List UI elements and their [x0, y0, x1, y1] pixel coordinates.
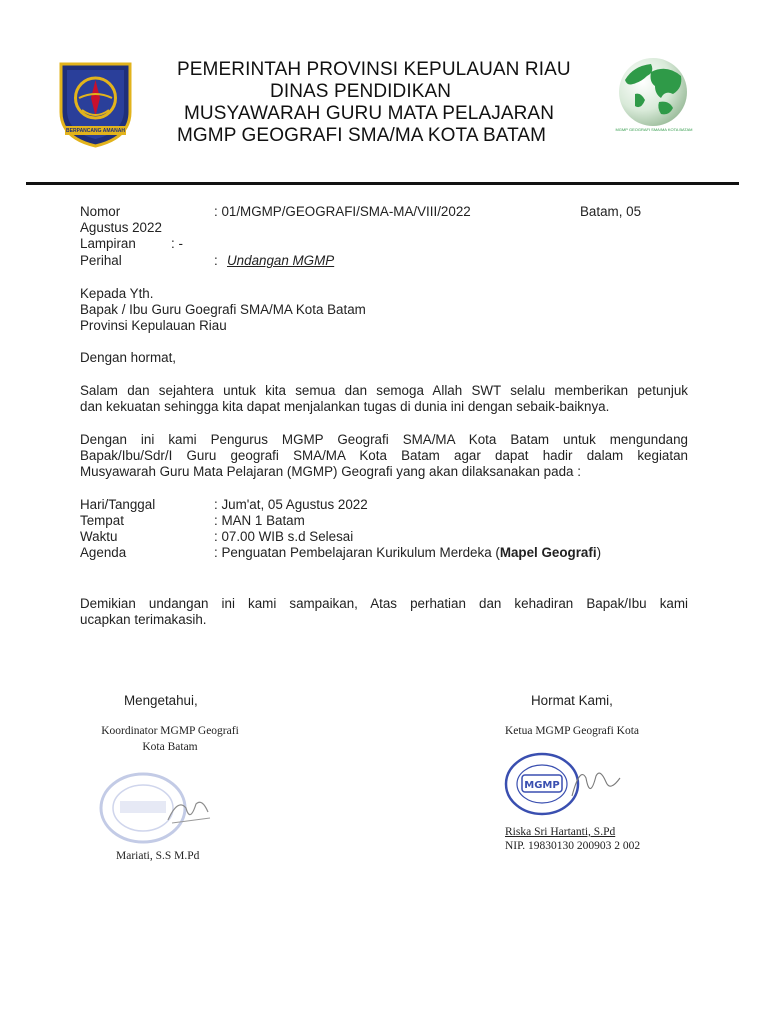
- paragraph-2-line-2: Bapak/Ibu/Sdr/I Guru geografi SMA/MA Kota Batam agar dapat hadir dalam kegiatan: [80, 448, 688, 463]
- left-sign-name: Mariati, S.S M.Pd: [116, 850, 200, 862]
- right-sign-role: Ketua MGMP Geografi Kota: [505, 725, 640, 737]
- nomor-label: Nomor: [80, 204, 121, 219]
- svg-text:MGMP: MGMP: [524, 780, 560, 791]
- recipient-line-2: Bapak / Ibu Guru Goegrafi SMA/MA Kota Batam: [80, 302, 366, 317]
- kop-divider-thick: [26, 182, 739, 185]
- kop-line-4: MGMP GEOGRAFI SMA/MA KOTA BATAM: [177, 125, 547, 146]
- agenda-close: ): [596, 545, 602, 560]
- kop-line-3: MUSYAWARAH GURU MATA PELAJARAN: [184, 103, 555, 124]
- kop-line-1: PEMERINTAH PROVINSI KEPULAUAN RIAU: [177, 59, 571, 80]
- left-sign-role-2: Kota Batam: [142, 741, 198, 753]
- left-sign-role-1: Koordinator MGMP Geografi: [101, 725, 239, 737]
- left-stamp: [98, 768, 218, 848]
- provincial-emblem-icon: [57, 60, 134, 150]
- faded-stamp-icon: [98, 768, 218, 848]
- nomor-value: : 01/MGMP/GEOGRAFI/SMA-MA/VIII/2022: [214, 204, 471, 219]
- perihal-colon: :: [214, 253, 218, 268]
- greeting: Dengan hormat,: [80, 350, 177, 365]
- right-sign-name: Riska Sri Hartanti, S.Pd: [505, 826, 616, 838]
- perihal-value: Undangan MGMP: [227, 253, 335, 268]
- recipient-line-3: Provinsi Kepulauan Riau: [80, 318, 227, 333]
- detail-label: Waktu: [80, 529, 118, 544]
- closing-line-2: ucapkan terimakasih.: [80, 612, 207, 627]
- left-logo-motto: BERPANCANG AMANAH: [66, 128, 125, 134]
- lampiran-value: : -: [171, 236, 183, 251]
- paragraph-2-line-1: Dengan ini kami Pengurus MGMP Geografi SMA/MA Kota Batam untuk mengundang: [80, 432, 688, 447]
- recipient-line-1: Kepada Yth.: [80, 286, 154, 301]
- detail-value: : Jum'at, 05 Agustus 2022: [214, 497, 368, 512]
- detail-value-agenda: [214, 545, 601, 561]
- agenda-text: : Penguatan Pembelajaran Kurikulum Merdeka (: [214, 545, 500, 560]
- detail-value: : MAN 1 Batam: [214, 513, 305, 528]
- kop-line-2: DINAS PENDIDIKAN: [270, 81, 452, 102]
- right-sign-nip: NIP. 19830130 200903 2 002: [505, 840, 641, 852]
- place-date-part1: Batam, 05: [580, 204, 642, 219]
- lampiran-label: Lampiran: [80, 236, 136, 251]
- right-sign-heading: Hormat Kami,: [531, 693, 613, 708]
- left-sign-heading: Mengetahui,: [124, 693, 198, 708]
- perihal-label: Perihal: [80, 253, 122, 268]
- agenda-subject: Mapel Geografi: [499, 545, 597, 560]
- left-logo: [57, 60, 134, 150]
- mgmp-stamp-icon: [502, 748, 632, 820]
- paragraph-2-line-3: Musyawarah Guru Mata Pelajaran (MGMP) Geografi yang akan dilaksanakan pada :: [80, 464, 581, 479]
- right-stamp: [502, 748, 632, 820]
- right-logo-caption: MGMP GEOGRAFI SMA/MA KOTA BATAM: [615, 127, 693, 132]
- place-date-part2: Agustus 2022: [80, 220, 162, 235]
- paragraph-1-line-2: dan kekuatan sehingga kita dapat menjalankan tugas di dunia ini dengan sebaik-baiknya.: [80, 399, 610, 414]
- detail-label: Agenda: [80, 545, 127, 560]
- detail-value: : 07.00 WIB s.d Selesai: [214, 529, 354, 544]
- detail-label: Tempat: [80, 513, 124, 528]
- paragraph-1-line-1: Salam dan sejahtera untuk kita semua dan semoga Allah SWT selalu memberikan petunjuk: [80, 383, 688, 398]
- closing-line-1: Demikian undangan ini kami sampaikan, Atas perhatian dan kehadiran Bapak/Ibu kami: [80, 596, 688, 611]
- detail-label: Hari/Tanggal: [80, 497, 156, 512]
